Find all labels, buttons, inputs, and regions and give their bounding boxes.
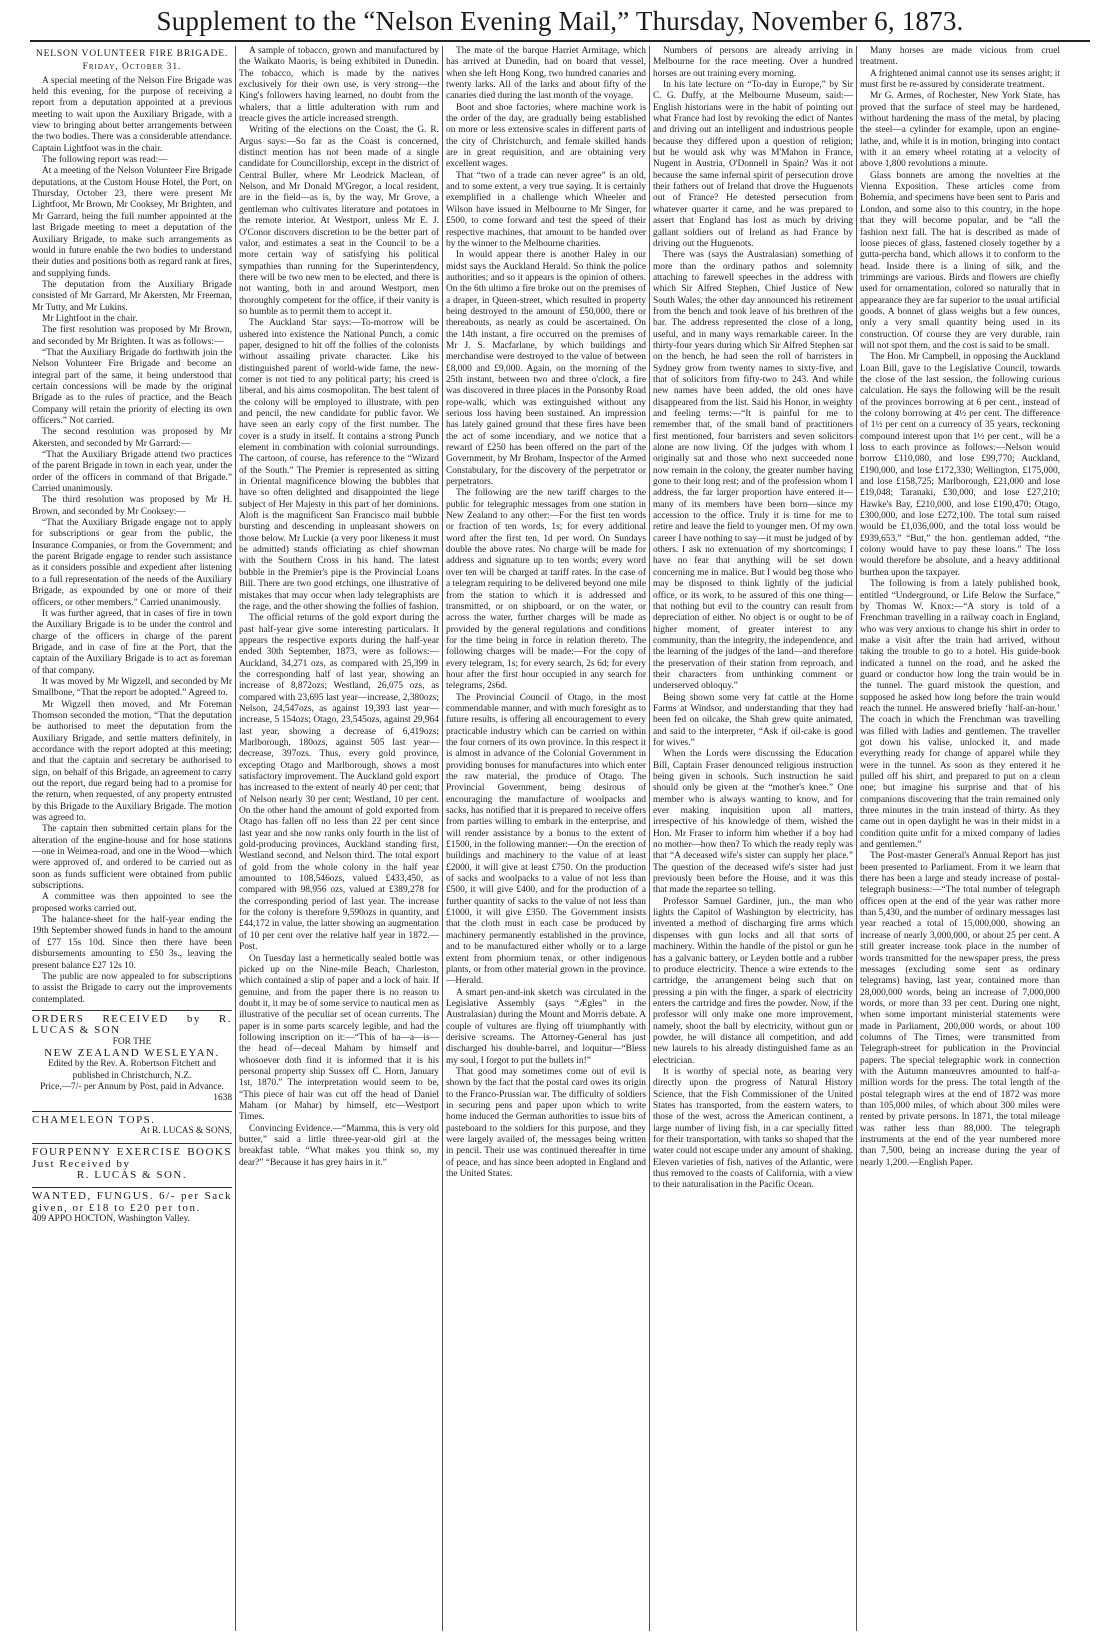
advertisement — [32, 1187, 232, 1227]
masthead-rule — [30, 40, 1090, 42]
article-paragraph: The third resolution was proposed by Mr H. Brown, and seconded by Mr Cooksey:— — [32, 495, 232, 517]
article-paragraph: Numbers of persons are already arriving in Melbourne for the race meeting. Over a hundred horses are out training every morning. — [653, 46, 853, 79]
article-paragraph: Mr Wigzell then moved, and Mr Foreman Thomson seconded the motion, “That the deputation be authorised to meet the deputation from the Auxiliary Brigade, and settle matters definitely, in accordance with the report adopted at this meeting; and that the captain and secretary be authorised to sign, on behalf of this Brigade, an agreement to carry out the report, due regard being had to a promise for the return, when requested, of any property entrusted by this Brigade to the Auxiliary Brigade. The motion was agreed to. — [32, 699, 232, 824]
article-paragraph: The following is from a lately published book, entitled “Underground, or Life Below the Surface,” by Thomas W. Knox:—“A story is told of a Frenchman travelling in a railway coach in England, who was very anxious to change his shirt in order to make a visit after the train had arrived, without taking the trouble to go to a hotel. His guide-book indicated a tunnel on the road, and he asked the guard or conductor how long the train would be in the tunnel. The guard mistook the question, and supposed he asked how long before the train would reach the tunnel. He answered briefly ‘half-an-hour.’ The coach in which the Frenchman was travelling was filled with ladies and gentlemen. The traveller got down his valise, unlocked it, and made everything ready for change of apparel while they were in the tunnel. As soon as they entered it he pulled off his shirt, and prepared to put on a clean one; but imagine his surprise and that of his companions discovering that the train remained only three minutes in the train instead of thirty. As they came out in open daylight he was in their midst in a condition quite unfit for a mixed company of ladies and gentlemen.” — [860, 579, 1060, 851]
article-paragraph: A sample of tobacco, grown and manufactured by the Waikato Maoris, is being exhibited in Dunedin. The tobacco, which is made by the natives exclusively for their own use, is very strong—the King's followers having learned, no doubt from the whalers, that a little adulteration with rum and treacle gives the article increased strength. — [239, 46, 439, 125]
article-paragraph: The balance-sheet for the half-year ending the 19th September showed funds in hand to the amount of £77 15s 10d. Since then there have been disbursements amounting to £50 3s., leaving the present balance £27 12s 10. — [32, 915, 232, 971]
article-paragraph: In would appear there is another Haley in our midst says the Auckland Herald. So think the police authorities; and so it appears is the opinion of others. On the 6th ultimo a fire broke out on the premises of a draper, in Queen-street, which resulted in property being destroyed to the amount of £50,000, there or thereabouts, as nearly as could be ascertained. On the 14th instant, a fire occurred on the premises of Mr J. S. Macfarlane, by which buildings and merchandise were destroyed to the value of between £8,000 and £9,000. Again, on the morning of the 25th instant, between two and three o'clock, a fire was discovered in three places in the Ponsonby Road rope-walk, which was extinguished without any serious loss having been sustained. An impression has lately gained ground that these fires have been the act of some incendiary, and we notice that a reward of £250 has been offered on the part of the Government, by Mr Broham, Inspector of the Armed Constabulary, for the discovery of the perpetrator or perpetrators. — [446, 250, 646, 488]
ad-line: 409 APPO HOCTON, Washington Valley. — [32, 1214, 191, 1225]
article-paragraph: When the Lords were discussing the Education Bill, Captain Fraser denounced religious instruction being given in schools. Such instruction he said should only be given at the “mother's knee.” One member who is always wanting to know, and for ever making inquisition upon all matters, irrespective of his knowledge of them, wished the Hon. Mr Fraser to inform him whether if a boy had no mother—how then? To which the ready reply was that “A deceased wife's sister can supply her place.” The question of the deceased wife's sister had just previously been before the House, and it was this that made the repartee so telling. — [653, 749, 853, 896]
article-paragraph: Glass bonnets are among the novelties at the Vienna Exposition. These articles come from Bohemia, and specimens have been sent to Paris and London, and some also to this country, in the hope that they will become popular, and be “all the fashion next fall. The hat is described as made of loose pieces of glass, fastened closely together by a gutta-percha band, which allows it to conform to the head. Inside there is a lining of silk, and the trimmings are various. Birds and flowers are chiefly used for ornamentation, colored so naturally that in appearance they are far superior to the usual artificial goods. A bonnet of glass weighs but a few ounces, only a very small quantity being used in its construction. Of course they are very durable, rain will not spot them, and the cost is said to be small. — [860, 170, 1060, 351]
article-paragraph: The Auckland Star says:—To-morrow will be ushered into existence the National Punch, a comic paper, designed to hit off the follies of the colonists without assailing private character. Like his distinguished parent of world-wide fame, the new-comer is not tied to any political party; his creed is liberal, and his aims cosmopolitan. The best talent of the colony will be employed to illustrate, with pen and pencil, the new candidate for public favor. We have seen an early copy of the first number. The cover is a study in itself. It contains a strong Punch element in combination with colonial surroundings. The cartoon, of course, has reference to the “Wizard of the South.” The Premier is represented as sitting in Oriental magnificence blowing the bubbles that have so often delighted and disappointed the liege subject of Her Majesty in this part of her dominions. Aloft is the magnificent San Francisco mail bubble bursting and descending in unpleasant showers on those below. Mr Luckie (a very poor likeness it must be admitted) stands officiating as chief showman with the Southern Cross in his hand. The latest bubble in the Premier's pipe is the Provincial Loans Bill. There are two good etchings, one illustrative of mistakes that may occur when lady telegraphists are the rage, and the other showing the follies of fashion. — [239, 318, 439, 612]
article-heading: NELSON VOLUNTEER FIRE BRIGADE. — [35, 48, 229, 59]
article-paragraph: It is worthy of special note, as bearing very directly upon the progress of Natural History Science, that the Fish Commissioner of the United States has transported, from the eastern waters, to those of the west, across the American continent, a large number of living fish, in a car specially fitted for their transportation, with tanks so shaped that the water could not escape under any amount of shaking. Eleven varieties of fish, natives of the Atlantic, were thus removed to the coasts of California, with a view to their naturalisation in the Pacific Ocean. — [653, 1066, 853, 1191]
article-paragraph: The Provincial Council of Otago, in the most commendable manner, and with much foresight as to future results, is offering all encouragement to every practicable industry which can be carried on within the four corners of its own province. In this respect it is almost in advance of the Colonial Government in providing bonuses for manufactures into which enter the raw material, the produce of Otago. The Provincial Government, being desirous of encouraging the manufacture of woolpacks and sacks, has notified that it is prepared to receive offers from parties willing to embark in the enterprise, and will render assistance by a bonus to the extent of £1500, in the following manner:—On the erection of buildings and machinery to the value of at least £2000, it will give at least £750. On the production of sacks and woolpacks to a value of not less than £500, it will give £400, and for the production of a further quantity of sacks to the value of not less than £1000, it will give £350. The Government insists that the cloth must in each case be produced by machinery permanently established in the province, and to be manufactured either wholly or to a large extent from phormium tenax, or other indigenous plants, or from other material grown in the province.—Herald. — [446, 692, 646, 987]
article-paragraph: Professor Samuel Gardiner, jun., the man who lights the Capitol of Washington by electricity, has invented a method of discharging fire arms which dispenses with gun locks and all that sorts of machinery. Within the handle of the pistol or gun he has a galvanic battery, or Leyden bottle and a rubber to produce electricity. Thence a wire extends to the cartridge, the arrangement being such that on pressing a pin with the finger, a spark of electricity enters the cartridge and fires the powder. Now, if the professor will only make one more improvement, namely, shoot the ball by electricity, without gun or powder, he will distance all competition, and add new laurels to his already distinguished fame as an electrician. — [653, 896, 853, 1066]
article-paragraph: Many horses are made vicious from cruel treatment. — [860, 46, 1060, 68]
ad-line: Price,—7/- per Annum by Post, paid in Advance. — [40, 1081, 224, 1092]
article-paragraph: A committee was then appointed to see the proposed works carried out. — [32, 892, 232, 914]
article-paragraph: The Hon. Mr Campbell, in opposing the Auckland Loan Bill, gave to the Legislative Council, towards the close of the last session, the following curious calculation. He says the following will be the result of the provinces borrowing at 6 per cent., instead of the colony borrowing at 4½ per cent. The difference of 1½ per cent on a currency of 35 years, reckoning compound interest upon that 1½ per cent., will be a loss to each province as follows:—Nelson would borrow £110,080, and lose £99,770; Auckland, £190,000, and lose £172,330; Wellington, £175,000, and lose £158,725; Marlborough, £21,000 and lose £19,048; Taranaki, £30,000, and lose £27,210; Hawke's Bay, £210,000, and lose £190,470; Otago, £300,000, and lose £272,100. The total sum raised would be £1,036,000, and the total loss would be £939,653.” “But,” the hon. gentleman added, “the colony would have to pay these loans.” The loss would therefore be absolute, and a heavy additional burthen upon the taxpayer. — [860, 352, 1060, 578]
article-paragraph: “That the Auxiliary Brigade engage not to apply for subscriptions or gear from the public, the Insurance Companies, or from the Government; and the parent Brigade engage to render such assistance as it considers possible and expedient after listening to a full representation of the needs of the Auxiliary Brigade, as expounded by one or more of their officers, or other members.” Carried unanimously. — [32, 518, 232, 608]
column-2 — [239, 46, 439, 1631]
article-paragraph: There was (says the Australasian) something of more than the ordinary pathos and solemnity attaching to farewell speeches in the address with which Sir Alfred Stephen, Chief Justice of New South Wales, the other day announced his retirement from the bench and took leave of his brethren of the bar. The address represented the close of a long, useful, and in many ways remarkable career. In the thirty-four years during which Sir Alfred Stephen sat on the bench, he had seen the roll of barristers in Sydney grow from twenty names to sixty-five, and that of solicitors from fifty-two to 243. And while new names have been added, the old ones have disappeared from the list. Said his Honor, in weighty and feeling terms:—“It is painful for me to remember that, of the small band of practitioners first mentioned, four barristers and seven solicitors alone are now living. Of the judges with whom I originally sat and those who next succeeded none now remain in the colony, the greater number having gone to their long rest; and of the profession whom I address, the far larger proportion have entered it—many of its members have been born—since my accession to the office. Truly it is time for me to retire and leave the field to younger men. Of my own career I have nothing to say—it must be judged of by others. I ask no extenuation of my shortcomings; I have no fear that anything will be set down concerning me in malice. But I would beg those who may be disposed to think lightly of the judicial office, or its work, to be assured of this one thing—that nothing but evil to the country can result from depreciation of either. No object is or ought to be of higher moment, of greater interest to any community, than the integrity, the independence, and the learning of the judges of the land—and therefore the preservation of their station from reproach, and their characters from unthinking comment or underserved obloquy.” — [653, 250, 853, 692]
article-paragraph: A smart pen-and-ink sketch was circulated in the Legislative Assembly (says “Ægles” in the Australasian) during the Mount and Morris debate. A couple of vultures are flying off triumphantly with derisive screams. The Attorney-General has just discharged his double-barrel, and loquitur—“Bless my soul, I forgot to put the bullets in!” — [446, 987, 646, 1066]
column-1 — [32, 46, 232, 1631]
ad-line: Edited by the Rev. A. Robertson Fitchett and published in Christchurch, N.Z. — [48, 1059, 216, 1081]
advertisement — [32, 1111, 232, 1140]
ad-line: WANTED, FUNGUS. 6/- per Sack given, or £18 to £20 per ton. — [32, 1190, 232, 1214]
article-paragraph: Writing of the elections on the Coast, the G. R. Argus says:—So far as the Coast is concerned, distinct mention has not been made of a single candidate for Councillorship, except in the district of Central Buller, where Mr Leodrick Maclean, of Nelson, and Mr Donald M'Gregor, a local resident, are in the field—as is, by the way, Mr Grove, a gentleman who cultivates literature and potatoes in the remote interior. At Westport, unless Mr E. J. O'Conor discovers discretion to be the better part of valor, and estimates a seat in the Council to be a more certain way of satisfying his political sympathies than running for the Superintendency, there will be two new men to be elected, and there is not wanting, both in and around Westport, men thoroughly competent for the office, if their vanity is so humble as to permit them to accept it. — [239, 125, 439, 317]
ad-line: FOURPENNY EXERCISE BOOKS Just Received by — [32, 1146, 232, 1170]
ad-line: FOR THE — [112, 1036, 152, 1047]
article-paragraph: It was moved by Mr Wigzell, and seconded by Mr Smallbone, “That the report be adopted.” Agreed to. — [32, 676, 232, 699]
column-rule — [442, 46, 443, 1631]
article-paragraph: The first resolution was proposed by Mr Brown, and seconded by Mr Brighten. It was as follows:— — [32, 325, 232, 347]
ad-line: NEW ZEALAND WESLEYAN. — [44, 1046, 220, 1059]
column-rule — [649, 46, 650, 1631]
column-rule — [235, 46, 236, 1631]
column-3 — [446, 46, 646, 1631]
article-paragraph: Mr Lightfoot in the chair. — [42, 313, 138, 324]
advertisement — [32, 1010, 232, 1107]
ad-line: R. LUCAS & SON. — [76, 1169, 188, 1181]
article-paragraph: Boot and shoe factories, where machine work is the order of the day, are gradually being established on more or less extensive scales in different parts of the city of Christchurch, and female skilled hands are in great requisition, and are obtaining very excellent wages. — [446, 102, 646, 170]
column-rule — [856, 46, 857, 1631]
article-paragraph: The following are the new tariff charges to the public for telegraphic messages from one station in New Zealand to any other:—For the first ten words or fraction of ten words, 1s; for every additional word after the first ten, 1d per word. On Sundays double the above rates. No charge will be made for address and signature up to ten words; every word over ten will be charged at tariff rates. In the case of a telegram requiring to be delivered beyond one mile from the station to which it is addressed and transmitted, or on shipboard, or on the water, or across the water, further charges will be made as provided by the general regulations and conditions for the time being in force in relation thereto. The following charges will be made:—For the copy of every telegram, 1s; for every search, 2s 6d; for every hour after the first hour occupied in any search for telegrams, 2s6d. — [446, 488, 646, 692]
article-paragraph: Convincing Evidence.—“Mamma, this is very old butter,” said a little three-year-old girl at the breakfast table. “What makes you think so, my dear?” “Because it has grey hairs in it.” — [239, 1123, 439, 1168]
article-paragraph: At a meeting of the Nelson Volunteer Fire Brigade deputations, at the Custom House Hotel, the Port, on Thursday, October 23, there were present Mr Lightfoot, Mr Brown, Mr Cooksey, Mr Brighten, and Mr Garrard, being the full number appointed at the last Brigade meeting to meet a deputation of the Auxiliary Brigade, to make such arrangements as would in future enable the two bodies to understand their duties and positions both as regard rank at fires, and supplying funds. — [32, 166, 232, 279]
article-paragraph: The public are now appealed to for subscriptions to assist the Brigade to carry out the improvements contemplated. — [32, 971, 232, 1005]
article-paragraph: In his late lecture on “To-day in Europe,” by Sir C. G. Duffy, at the Melbourne Museum, said:—English historians were in the habit of pointing out what France had lost by revoking the edict of Nantes and driving out an intelligent and industrious people because they differed upon a question of religion; but he would ask why was M'Mahon in France, Nugent in Austria, O'Donnell in Spain? Was it not because the same infernal spirit of persecution drove their fathers out of Ireland that drove the Huguenots out of France? He detested persecution from whatever quarter it came, and he was prepared to assert that England has lost as much by driving gallant soldiers out of Ireland as had France by driving out the Huguenots. — [653, 80, 853, 249]
article-paragraph: The captain then submitted certain plans for the alteration of the engine-house and for hose stations—one in Weimea-road, and one in the Wood—which were approved of, and ordered to be carried out as soon as funds sufficient were obtained from public subscriptions. — [32, 824, 232, 892]
article-paragraph: The following report was read:— — [42, 155, 168, 166]
article-paragraph: “That the Auxiliary Brigade attend two practices of the parent Brigade in town in each year, under the order of the officers in command of that Brigade.” Carried unanimously. — [32, 450, 232, 495]
masthead-title: Supplement to the “Nelson Evening Mail,” Thursday, November 6, 1873. — [156, 6, 964, 36]
article-paragraph: It was further agreed, that in cases of fire in town the Auxiliary Brigade is to be under the control and charge of the officers in charge of the parent Brigade, and in case of fire at the Port, that the captain of the Auxiliary Brigade is to act as foreman of that company. — [32, 608, 232, 676]
article-paragraph: A frightened animal cannot use its senses aright; it must first be re-assured by considerate treatment. — [860, 68, 1060, 91]
article-dateline: Friday, October 31. — [82, 62, 182, 73]
ad-line: CHAMELEON TOPS. — [32, 1113, 156, 1126]
article-paragraph: On Tuesday last a hermetically sealed bottle was picked up on the Nine-mile Beach, Charleston, which contained a slip of paper and a lock of hair. If genuine, and from the paper there is no reason to doubt it, it may be of some service to nautical men as illustrative of the peculiar set of ocean currents. The paper is in some parts scarcely legible, and had the following inscription on it:—“This of ha—a—is—the head of—deceal Maham by himself and whosoever doth find it is informed that it is his personal property ship Sussex off C. Horn, January 1st, 1870.” The interpretation would seem to be, “This piece of hair was cut off the head of Daniel Maham (or Mahar) by himself, etc—Westport Times. — [239, 953, 439, 1123]
article-paragraph: The mate of the barque Harriet Armitage, which has arrived at Dunedin, had on board that vessel, when she left Hong Kong, two hundred canaries and twenty larks. All of the larks and about fifty of the canaries died during the last month of the voyage. — [446, 46, 646, 102]
article-paragraph: A special meeting of the Nelson Fire Brigade was held this evening, for the purpose of receiving a report from a deputation appointed at a previous meeting to wait upon the Auxiliary Brigade, with a view to bringing about better arrangements between the two bodies. There was a considerable attendance. Captain Lightfoot was in the chair. — [32, 75, 232, 154]
ad-line: 1638 — [213, 1093, 232, 1104]
advertisement — [32, 1143, 232, 1183]
article-paragraph: The Post-master General's Annual Report has just been presented to Parliament. From it we learn that there has been a large and steady increase of postal-telegraph business:—“The total number of telegraph offices open at the end of the year was rather more than 5,430, and the number of ordinary messages last year reached a total of 15,000,000, showing an increase of nearly 3,000,000, or about 25 per cent. A still greater increase took place in the number of words transmitted for the newspaper press, the press messages (excluding some sent as ordinary telegrams) having, last year, contained more than 28,000,000 words, being an increase of 7,000,000 words, or more than 33 per cent. During one night, when some important ministerial statements were made in Parliament, 200,000 words, or about 100 columns of The Times, were transmitted from Telegraph-street for publication in the Provincial papers. The special telegraphic work in connection with the Autumn manœuvres amounted to half-a-million words for the press. The total length of the postal telegraph wires at the end of 1872 was more than 105,000 miles, of which about 300 miles were rented by private persons. In 1871, the total mileage was rather less than 88,000. The telegraph instruments at the end of the year numbered more than 7,500, being an increase during the year of nearly 1,200.—English Paper. — [860, 851, 1060, 1168]
article-paragraph: Mr G. Armes, of Rochester, New York State, has proved that the surface of steel may be hardened, without hardening the mass of the metal, by placing the steel—a cylinder for example, upon an engine-lathe, and, while it is in motion, bringing into contact with it an emery wheel rotating at a velocity of above 1,800 revolutions a minute. — [860, 91, 1060, 170]
column-5 — [860, 46, 1060, 1631]
article-paragraph: The official returns of the gold export during the past half-year give some interesting particulars. It appears the respective exports during the half-year ended 30th September, 1873, were as follows:—Auckland, 34,271 ozs, as compared with 25,399 in the corresponding half of last year, showing an increase of 8,872ozs; Westland, 26,075 ozs, as compared with 23,695 last year—increase, 2,380ozs; Nelson, 24,547ozs, as against 19,393 last year—increase, 5 154ozs; Otago, 23,545ozs, against 29,964 last year, showing a decrease of 6,419ozs; Marlborough, 180ozs, against 505 last year—decrease, 397ozs. Thus, every gold province, excepting Otago and Marlborough, shows a most satisfactory improvement. The Auckland gold export has increased to the extent of nearly 40 per cent; that of Nelson nearly 30 per cent; Westland, 10 per cent. On the other hand the amount of gold exported from Otago has fallen off no less than 22 per cent since last year and she now ranks only fourth in the list of gold-producing provinces, Auckland standing first, Westland second, and Nelson third. The total export of gold from the whole colony in the half year amounted to 108,546ozs, valued £433,450, as compared with 98,956 ozs, valued at £389,278 for the corresponding period of last year. The increase for the colony is therefore 9,590ozs in quantity, and £44,172 in value, the latter showing an augmentation of 10 per cent over the relative half year in 1872.—Post. — [239, 613, 439, 953]
ad-line: At R. LUCAS & SONS, — [140, 1125, 232, 1136]
article-paragraph: “That the Auxiliary Brigade do forthwith join the Nelson Volunteer Fire Brigade and become an integral part of the same, it being understood that certain concessions will be made by the original Brigade as to the rules of practice, and the Beach Company will retain the priority of electing its own officers.” Not carried. — [32, 347, 232, 426]
article-paragraph: Being shown some very fat cattle at the Home Farms at Windsor, and understanding that they had been fed on oilcake, the Shah grew quite animated, and said to the interpreter, “Ask if oil-cake is good for wives.” — [653, 692, 853, 748]
ad-line: ORDERS RECEIVED by R. LUCAS & SON — [32, 1012, 232, 1037]
article-paragraph: That “two of a trade can never agree” is an old, and to some extent, a very true saying. It is certainly exemplified in a challenge which Wheeler and Wilson have issued in Melbourne to Mr Singer, for £500, to come forward and test the speed of their respective machines, that amount to be handed over by the winner to the Melbourne charities. — [446, 170, 646, 249]
article-paragraph: The deputation from the Auxiliary Brigade consisted of Mr Garrard, Mr Akersten, Mr Freeman, Mr Tutty, and Mr Lukins. — [32, 279, 232, 313]
article-paragraph: That good may sometimes come out of evil is shown by the fact that the postal card owes its origin to the Franco-Prussian war. The difficulty of soldiers in securing pens and paper upon which to write home induced the German authorities to issue bits of pasteboard to the soldiers for this purpose, and they were largely availed of, the messages being written in pencil. Their use was continued thereafter in time of peace, and has since been adopted in England and the United States. — [446, 1066, 646, 1180]
article-paragraph: The second resolution was proposed by Mr Akersten, and seconded by Mr Garrard:— — [32, 427, 232, 449]
column-4 — [653, 46, 853, 1631]
